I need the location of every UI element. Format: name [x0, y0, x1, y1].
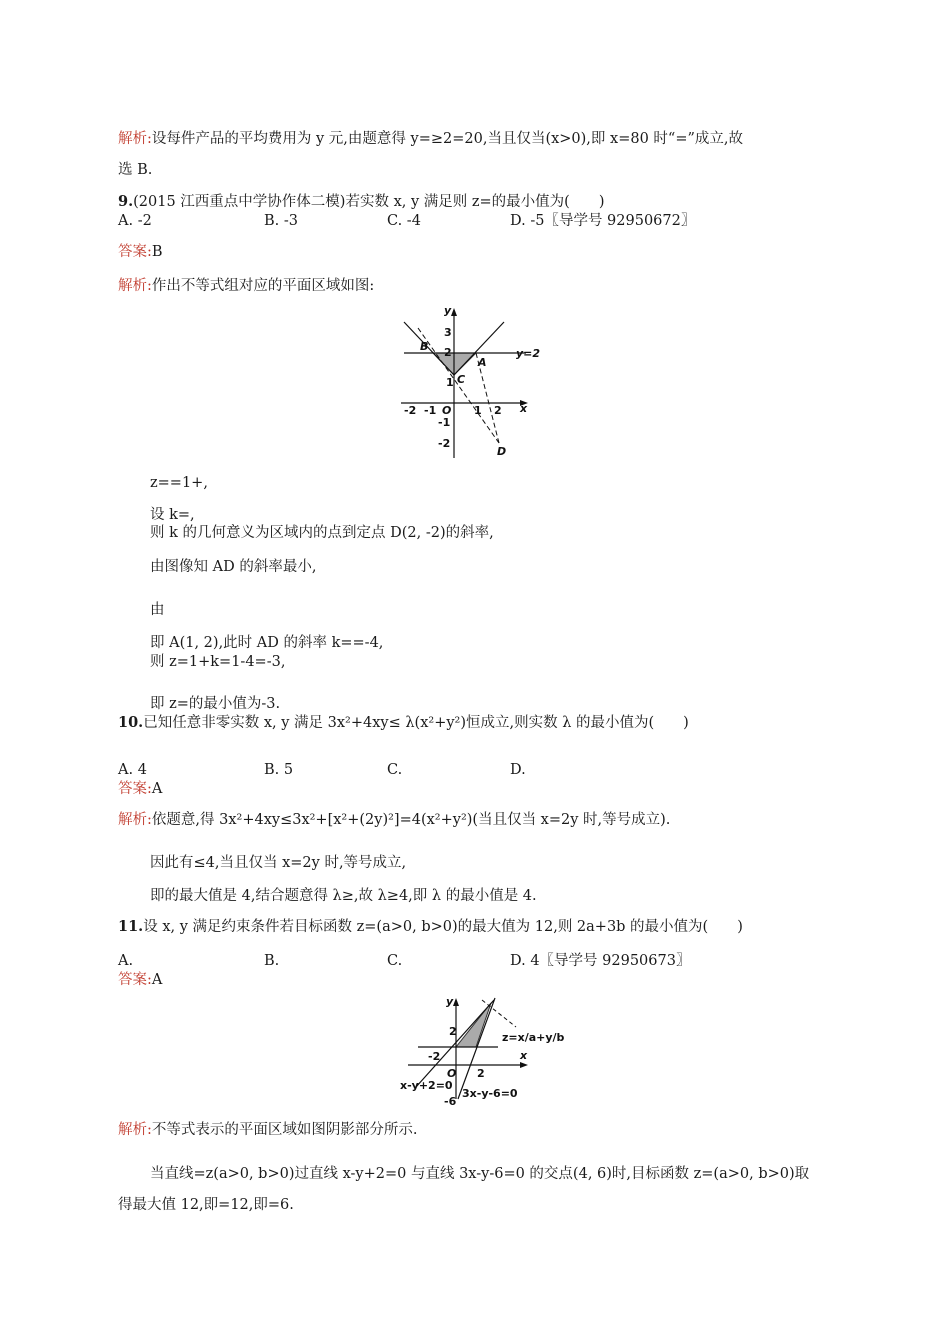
q9-x-tick: -1: [424, 404, 437, 417]
q9-x-axis-label: x: [520, 402, 528, 415]
q9-origin-label: O: [442, 404, 452, 417]
q9-y-tick: -2: [438, 437, 451, 450]
q10-stem: 10.已知任意非零实数 x, y 满足 3x²+4xy≤ λ(x²+y²)恒成立,则实数 λ 的最小值为( ): [118, 714, 689, 731]
q9-step: 则 k 的几何意义为区域内的点到定点 D(2, -2)的斜率,: [150, 525, 494, 541]
q11-tick: 2: [449, 1025, 457, 1038]
q11-analysis-line3: 得最大值 12,即=12,即=6.: [118, 1197, 294, 1213]
analysis-label: 解析:: [118, 278, 152, 294]
q9-analysis-intro: 解析:作出不等式组对应的平面区域如图:: [118, 278, 375, 294]
q11-line-2: [458, 998, 495, 1099]
q11-option-a: A.: [118, 953, 134, 969]
answer-label: 答案:: [118, 781, 152, 797]
p8-analysis-line1: 解析:设每件产品的平均费用为 y 元,由题意得 y=≥2=20,当且仅当(x>0),即 x=80 时“=”成立,故: [118, 131, 743, 147]
q11-figure: [398, 995, 565, 1108]
analysis-label: 解析:: [118, 1122, 152, 1138]
q11-stem: 11.设 x, y 满足约束条件若目标函数 z=(a>0, b>0)的最大值为 12,则 2a+3b 的最小值为( ): [118, 918, 743, 935]
q11-origin-label: O: [447, 1067, 457, 1080]
q9-step: 即 z=的最小值为-3.: [150, 696, 281, 712]
q9-option-c: C. -4: [387, 213, 421, 229]
q9-step: 设 k=,: [150, 507, 195, 523]
q9-y-tick: -1: [438, 416, 451, 429]
q9-answer: 答案:B: [118, 244, 163, 260]
q9-step: 由: [150, 602, 165, 618]
q11-option-c: C.: [387, 953, 403, 969]
q9-point-c: C: [457, 373, 466, 386]
q9-y-tick: 3: [444, 326, 452, 339]
q11-answer: 答案:A: [118, 972, 163, 988]
q9-stem: 9.(2015 江西重点中学协作体二模)若实数 x, y 满足则 z=的最小值为( ): [118, 193, 605, 210]
q11-x-axis-label: x: [520, 1049, 528, 1062]
q11-tick: -6: [444, 1095, 457, 1108]
q10-analysis-line1: 解析:依题意,得 3x²+4xy≤3x²+[x²+(2y)²]=4(x²+y²)(当且仅当 x=2y 时,等号成立).: [118, 812, 671, 828]
q9-line-label: y=2: [516, 347, 541, 360]
q9-x-tick: -2: [404, 404, 417, 417]
q10-option-c: C.: [387, 762, 403, 778]
q10-option-b: B. 5: [264, 762, 294, 778]
question-number: 9.: [118, 193, 134, 210]
q11-tick: -2: [428, 1050, 441, 1063]
q9-step: 即 A(1, 2),此时 AD 的斜率 k==-4,: [150, 635, 384, 651]
p8-analysis-line2: 选 B.: [118, 162, 153, 178]
answer-label: 答案:: [118, 972, 152, 988]
q10-option-d: D.: [510, 762, 526, 778]
q10-option-a: A. 4: [118, 762, 147, 778]
q9-y-tick: 2: [444, 346, 452, 359]
q10-answer: 答案:A: [118, 781, 163, 797]
q9-step: 由图像知 AD 的斜率最小,: [150, 559, 317, 575]
q9-option-d: D. -5〖导学号 92950672〗: [510, 213, 696, 229]
q11-option-b: B.: [264, 953, 280, 969]
q11-line1-label: x-y+2=0: [400, 1079, 453, 1092]
q11-y-arrow: [453, 998, 459, 1006]
q11-analysis-line2: 当直线=z(a>0, b>0)过直线 x-y+2=0 与直线 3x-y-6=0 的交点(4, 6)时,目标函数 z=(a>0, b>0)取: [150, 1166, 810, 1182]
q9-step: z==1+,: [150, 475, 208, 491]
q11-analysis-line1: 解析:不等式表示的平面区域如图阴影部分所示.: [118, 1122, 418, 1138]
answer-label: 答案:: [118, 244, 152, 260]
q11-line2-label: 3x-y-6=0: [462, 1087, 518, 1100]
q9-x-tick: 1: [474, 404, 482, 417]
q9-option-b: B. -3: [264, 213, 298, 229]
q11-y-axis-label: y: [446, 995, 454, 1008]
q9-point-d: D: [497, 445, 507, 458]
q10-analysis-line2: 因此有≤4,当且仅当 x=2y 时,等号成立,: [150, 855, 407, 871]
analysis-label: 解析:: [118, 131, 152, 147]
q9-x-tick: 2: [494, 404, 502, 417]
q9-point-b: B: [420, 340, 429, 353]
question-number: 10.: [118, 714, 144, 731]
q9-option-a: A. -2: [118, 213, 152, 229]
q11-objective-label: z=x/a+y/b: [502, 1031, 565, 1044]
q9-figure: [396, 300, 546, 462]
q9-y-axis-label: y: [444, 304, 452, 317]
analysis-label: 解析:: [118, 812, 152, 828]
question-number: 11.: [118, 918, 144, 935]
q11-x-arrow: [520, 1062, 528, 1068]
q9-point-a: A: [478, 356, 487, 369]
q9-step: 则 z=1+k=1-4=-3,: [150, 654, 286, 670]
q10-analysis-line3: 即的最大值是 4,结合题意得 λ≥,故 λ≥4,即 λ 的最小值是 4.: [150, 888, 537, 904]
q9-y-tick: 1: [446, 376, 454, 389]
q11-tick: 2: [477, 1067, 485, 1080]
q9-y-arrow: [451, 308, 457, 316]
q11-option-d: D. 4〖导学号 92950673〗: [510, 953, 691, 969]
